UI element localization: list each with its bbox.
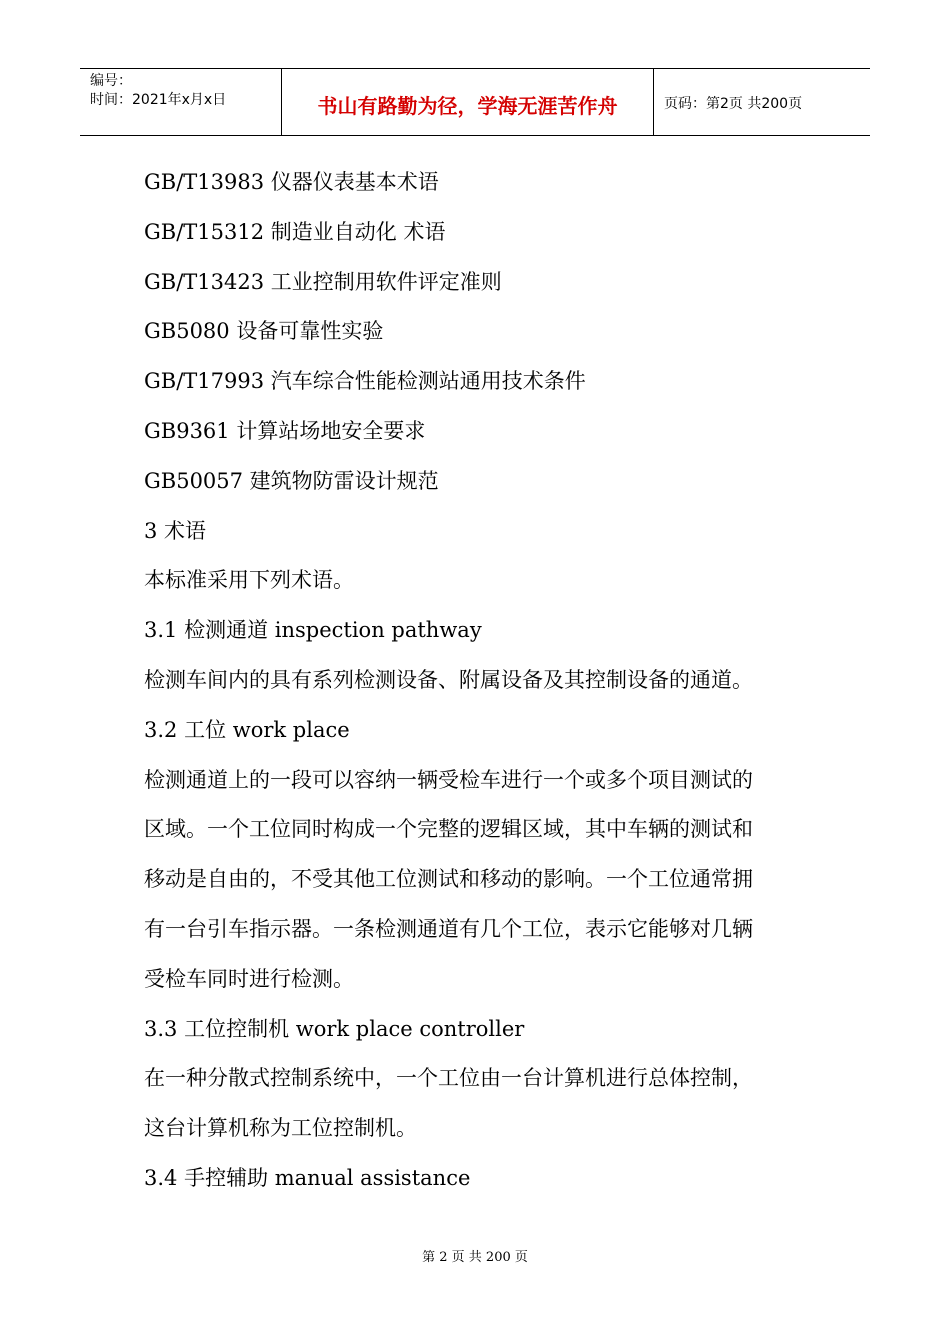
text-line: GB9361 计算站场地安全要求: [144, 418, 426, 443]
page-header: [80, 68, 870, 136]
header-motto: 书山有路勤为径，学海无涯苦作舟: [282, 69, 654, 135]
text-line: GB/T13423 工业控制用软件评定准则: [144, 269, 502, 294]
text-line: 有一台引车指示器。一条检测通道有几个工位，表示它能够对几辆: [144, 916, 753, 941]
text-line: 在一种分散式控制系统中，一个工位由一台计算机进行总体控制，: [144, 1066, 753, 1091]
text-line: GB/T13983 仪器仪表基本术语: [144, 170, 439, 194]
term-heading: 3.1 检测通道 inspection pathway: [144, 618, 482, 643]
number-label: 编号：: [90, 73, 132, 89]
text-line: 区域。一个工位同时构成一个完整的逻辑区域，其中车辆的测试和: [144, 817, 753, 842]
term-heading: 3.4 手控辅助 manual assistance: [144, 1165, 471, 1190]
text-line: GB/T15312 制造业自动化 术语: [144, 219, 446, 244]
text-line: GB/T17993 汽车综合性能检测站通用技术条件: [144, 369, 586, 394]
header-meta: [80, 69, 282, 135]
text-line: 移动是自由的，不受其他工位测试和移动的影响。一个工位通常拥: [144, 867, 753, 892]
text-line: 检测通道上的一段可以容纳一辆受检车进行一个或多个项目测试的: [144, 767, 753, 792]
term-heading: 3.2 工位 work place: [144, 717, 350, 742]
text-line: 检测车间内的具有系列检测设备、附属设备及其控制设备的通道。: [144, 667, 753, 692]
text-line: 这台计算机称为工位控制机。: [144, 1116, 417, 1141]
date-label: 时间：2021年x月x日: [90, 92, 227, 108]
section-heading: 3 术语: [144, 518, 207, 543]
document-body: [144, 158, 824, 1204]
term-heading: 3.3 工位控制机 work place controller: [144, 1016, 525, 1041]
header-page-info: 页码：第2页 共200页: [664, 96, 803, 112]
page-footer: 第 2 页 共 200 页: [422, 1250, 528, 1265]
text-line: GB50057 建筑物防雷设计规范: [144, 468, 439, 493]
text-line: 本标准采用下列术语。: [144, 568, 354, 593]
text-line: 受检车同时进行检测。: [144, 966, 354, 991]
text-line: GB5080 设备可靠性实验: [144, 319, 384, 344]
